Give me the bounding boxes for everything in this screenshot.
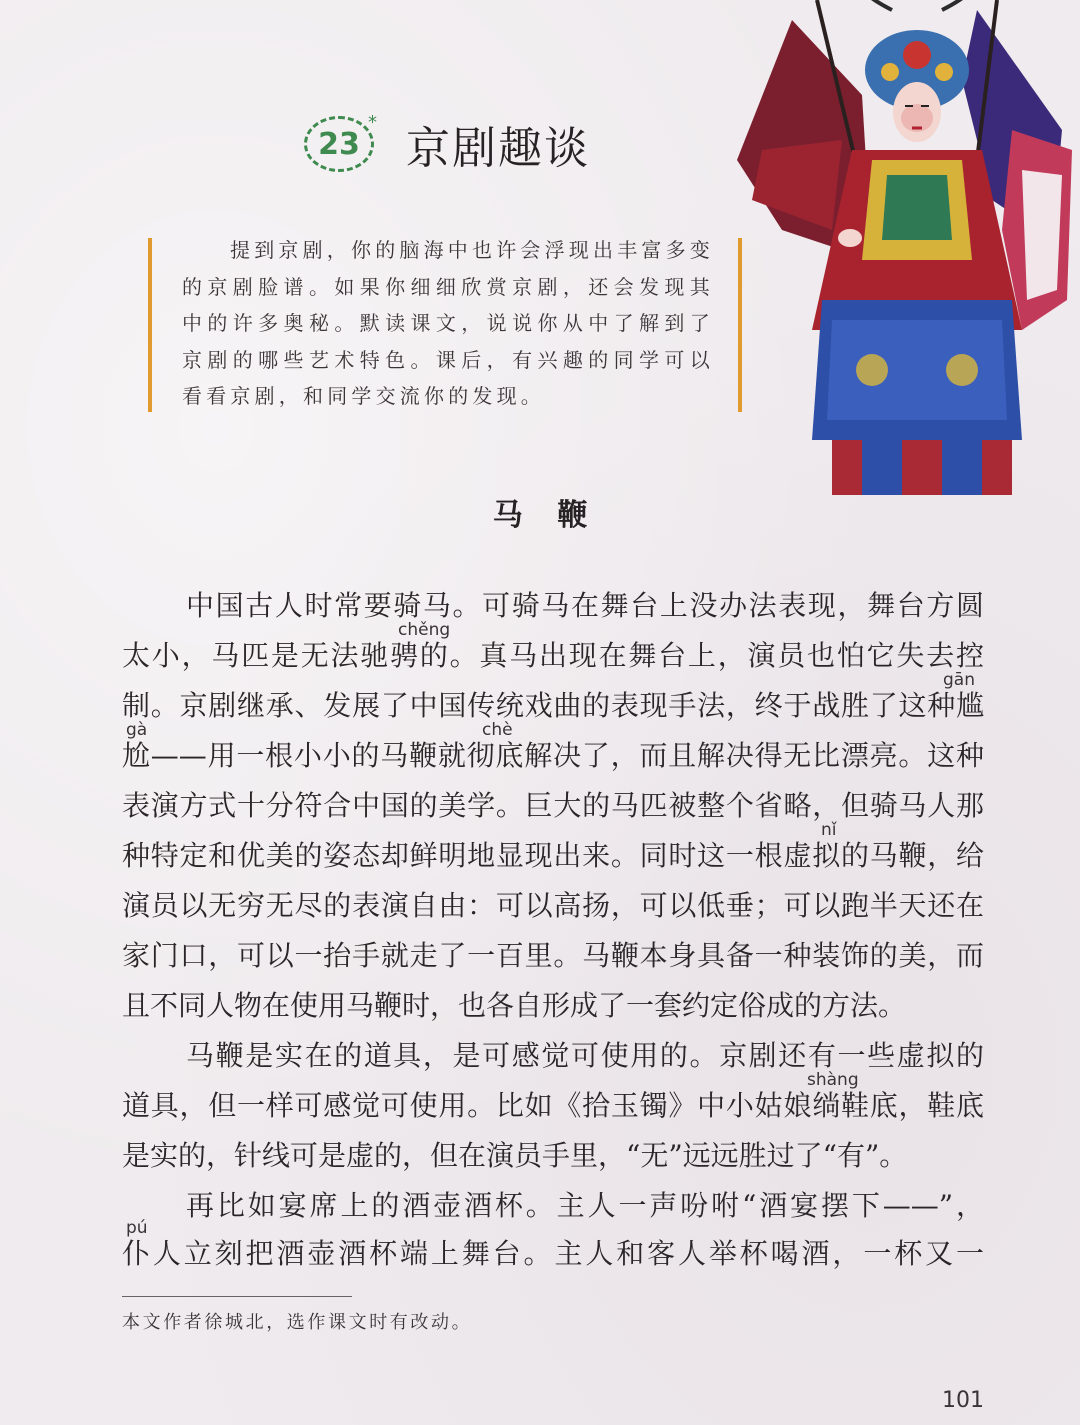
body-line: 是实的，针线可是虚的，但在演员手里，“无”远远胜过了“有”。 [122,1139,908,1172]
pinyin-ni: nǐ [821,820,837,840]
pinyin-ga: gà [126,720,148,740]
footnote-divider [122,1296,352,1297]
body-line: 家门口，可以一抬手就走了一百里。马鞭本身具备一种装饰的美，而 [122,939,984,972]
lesson-number: 23 [318,126,360,162]
left-orange-bar [148,238,152,412]
pre-reading-prompt [148,232,742,412]
body-line: 中国古人时常要骑马。可骑马在舞台上没办法表现，舞台方圆 [186,589,984,622]
body-line: 道具，但一样可感觉可使用。比如《拾玉镯》中小姑娘绱鞋底，鞋底 [122,1089,984,1122]
page-number: 101 [942,1388,984,1413]
pinyin-che: chè [482,720,513,740]
pre-reading-text: 提到京剧，你的脑海中也许会浮现出丰富多变的京剧脸谱。如果你细细欣赏京剧，还会发现其中的许多奥秘。默读课文，说说你从中了解到了京剧的哪些艺术特色。课后，有兴趣的同学可以看看京剧，和同学交流你的发现。 [182,238,714,409]
body-line: 且不同人物在使用马鞭时，也各自形成了一套约定俗成的方法。 [122,989,907,1022]
footnote: 本文作者徐城北，选作课文时有改动。 [122,1312,473,1333]
lesson-number-badge [304,116,374,172]
pinyin-cheng: chěng [398,620,451,640]
body-line: 制。京剧继承、发展了中国传统戏曲的表现手法，终于战胜了这种尴 [122,689,984,722]
body-line: 尬——用一根小小的马鞭就彻底解决了，而且解决得无比漂亮。这种 [122,739,984,772]
body-line: 再比如宴席上的酒壶酒杯。主人一声吩咐“酒宴摆下——”， [186,1189,984,1222]
body-line: 种特定和优美的姿态却鲜明地显现出来。同时这一根虚拟的马鞭，给 [122,839,984,872]
lesson-title: 京剧趣谈 [406,123,590,174]
body-line: 仆人立刻把酒壶酒杯端上舞台。主人和客人举杯喝酒，一杯又一 [122,1237,984,1270]
peking-opera-performer-photo [722,0,1072,495]
pinyin-gan: gān [943,670,975,690]
section-title: 马 鞭 [492,498,588,533]
self-study-star-icon: * [368,112,377,133]
pinyin-pu: pú [126,1218,148,1238]
pinyin-shang: shàng [807,1070,859,1090]
body-line: 太小，马匹是无法驰骋的。真马出现在舞台上，演员也怕它失去控 [122,639,984,672]
body-line: 演员以无穷无尽的表演自由：可以高扬，可以低垂；可以跑半天还在 [122,889,984,922]
body-line: 表演方式十分符合中国的美学。巨大的马匹被整个省略，但骑马人那 [122,789,984,822]
body-line: 马鞭是实在的道具，是可感觉可使用的。京剧还有一些虚拟的 [186,1039,984,1072]
